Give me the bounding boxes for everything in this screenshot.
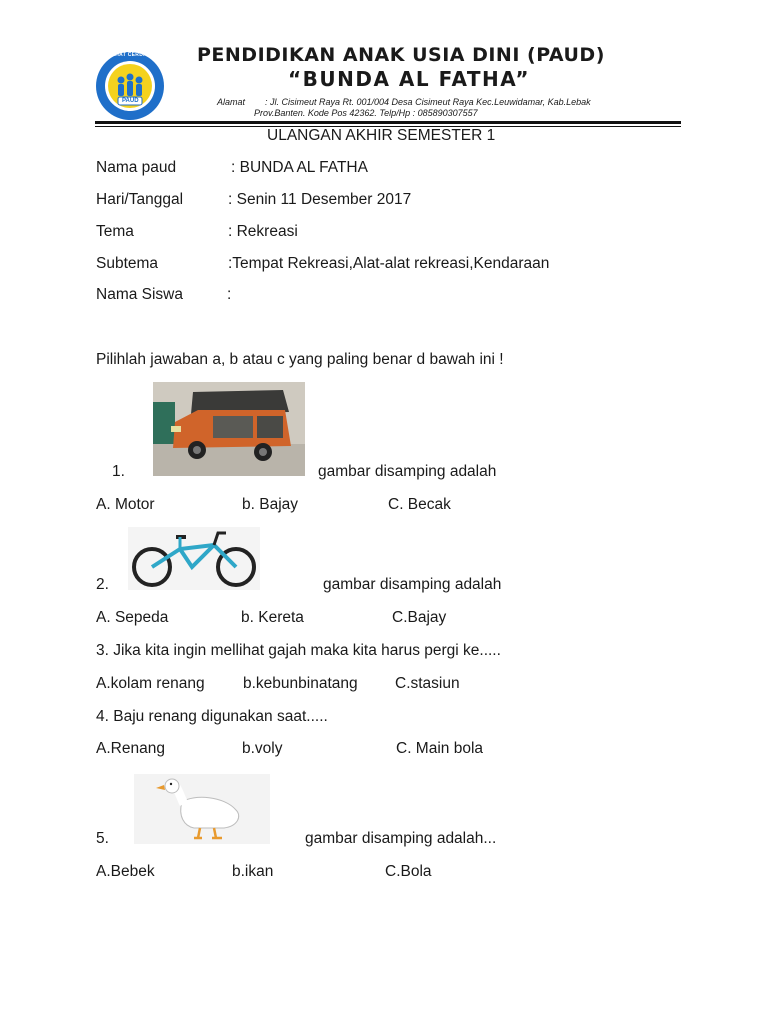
school-name-title: “BUNDA AL FATHA” (288, 67, 531, 91)
address-line-1: : Jl. Cisimeut Raya Rt. 001/004 Desa Cisimeut Raya Kec.Leuwidamar, Kab.Lebak (265, 97, 591, 107)
logo-motto: SEHAT CERDAS CERIA (108, 52, 170, 58)
info-value-tema: : Rekreasi (228, 223, 298, 240)
info-value-nama-paud: : BUNDA AL FATHA (231, 159, 368, 176)
bicycle-image (128, 527, 260, 590)
question-5-text: gambar disamping adalah... (305, 830, 497, 847)
question-5-number: 5. (96, 830, 109, 847)
question-5-option-a: A.Bebek (96, 863, 155, 880)
info-value-subtema: :Tempat Rekreasi,Alat-alat rekreasi,Kendaraan (228, 255, 550, 272)
question-1-number: 1. (112, 463, 125, 480)
info-value-nama-siswa: : (227, 286, 232, 303)
instruction: Pilihlah jawaban a, b atau c yang paling benar d bawah ini ! (96, 351, 504, 368)
question-4-option-b: b.voly (242, 740, 283, 757)
question-1-option-a: A. Motor (96, 496, 155, 513)
school-logo (94, 50, 170, 122)
question-3-option-c: C.stasiun (395, 675, 460, 692)
bajaj-image (153, 382, 305, 476)
question-1-option-c: C. Becak (388, 496, 451, 513)
question-2-option-c: C.Bajay (392, 609, 447, 626)
logo-paud: PAUD (122, 98, 139, 104)
header-rule-thick (95, 121, 681, 124)
question-1-text: gambar disamping adalah (318, 463, 497, 480)
address-label: Alamat (217, 97, 246, 107)
question-5-option-c: C.Bola (385, 863, 432, 880)
question-2-option-b: b. Kereta (241, 609, 304, 626)
question-3-option-b: b.kebunbinatang (243, 675, 358, 692)
info-label-tema: Tema (96, 223, 134, 240)
question-2-option-a: A. Sepeda (96, 609, 169, 626)
question-2-text: gambar disamping adalah (323, 576, 502, 593)
question-4-text: 4. Baju renang digunakan saat..... (96, 708, 328, 725)
duck-image (134, 774, 270, 844)
address-line-2: Prov.Banten. Kode Pos 42362. Telp/Hp : 085890307557 (254, 108, 478, 118)
info-label-nama-paud: Nama paud (96, 159, 177, 176)
school-type-title: PENDIDIKAN ANAK USIA DINI (PAUD) (197, 44, 605, 66)
question-3-option-a: A.kolam renang (96, 675, 205, 692)
question-4-option-c: C. Main bola (396, 740, 484, 757)
question-1-option-b: b. Bajay (242, 496, 299, 513)
info-label-subtema: Subtema (96, 255, 159, 272)
question-3-text: 3. Jika kita ingin mellihat gajah maka kita harus pergi ke..... (96, 642, 501, 659)
exam-title: ULANGAN AKHIR SEMESTER 1 (267, 127, 496, 144)
question-2-number: 2. (96, 576, 109, 593)
info-label-nama-siswa: Nama Siswa (96, 286, 183, 303)
question-4-option-a: A.Renang (96, 740, 165, 757)
info-label-tanggal: Hari/Tanggal (96, 191, 184, 208)
info-value-tanggal: : Senin 11 Desember 2017 (228, 191, 412, 208)
question-5-option-b: b.ikan (232, 863, 274, 880)
